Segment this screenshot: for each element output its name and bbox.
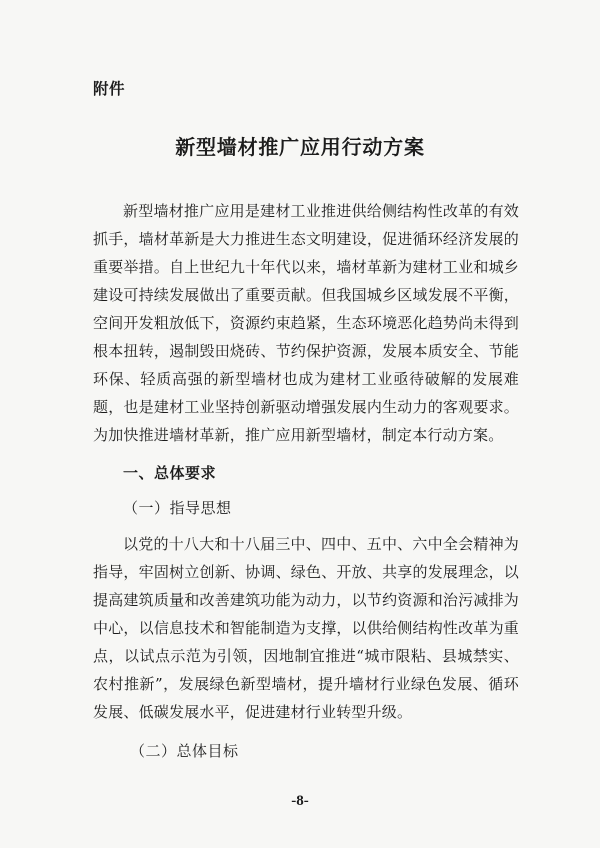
document-title: 新型墙材推广应用行动方案 (175, 135, 425, 159)
intro-paragraph: 新型墙材推广应用是建材工业推进供给侧结构性改革的有效抓手，墙材革新是大力推进生态文明建设，促进循环经济发展的重要举措。自上世纪九十年代以来，墙材革新为建材工业和城乡建设可持续发展做出了重要贡献。但我国城乡区域发展不平衡，空间开发粗放低下，资源约束趋紧，生态环境恶化趋势尚未得到根本扭转，遏制毁田烧砖、节约保护资源，发展本质安全、节能环保、轻质高强的新型墙材也成为建材工业亟待破解的发展难题，也是建材工业坚持创新驱动增强发展内生动力的客观要求。为加快推进墙材革新，推广应用新型墙材，制定本行动方案。 (93, 202, 519, 444)
page-number: -8- (291, 793, 309, 809)
subsection-heading-overall-goals: （二）总体目标 (130, 742, 239, 760)
section-heading-general-requirements: 一、总体要求 (123, 464, 217, 482)
guiding-paragraph: 以党的十八大和十八届三中、四中、五中、六中全会精神为指导，牢固树立创新、协调、绿色、开放、共享的发展理念，以提高建筑质量和改善建筑功能为动力，以节约资源和治污减排为中心，以信息技术和智能制造为支撑，以供给侧结构性改革为重点，以试点示范为引领，因地制宜推进“城市限粘、县城禁实、农村推新”，发展绿色新型墙材，提升墙材行业绿色发展、循环发展、低碳发展水平，促进建材行业转型升级。 (93, 535, 519, 721)
subsection-heading-guiding-ideology: （一）指导思想 (123, 499, 232, 517)
attachment-label: 附件 (93, 80, 126, 98)
